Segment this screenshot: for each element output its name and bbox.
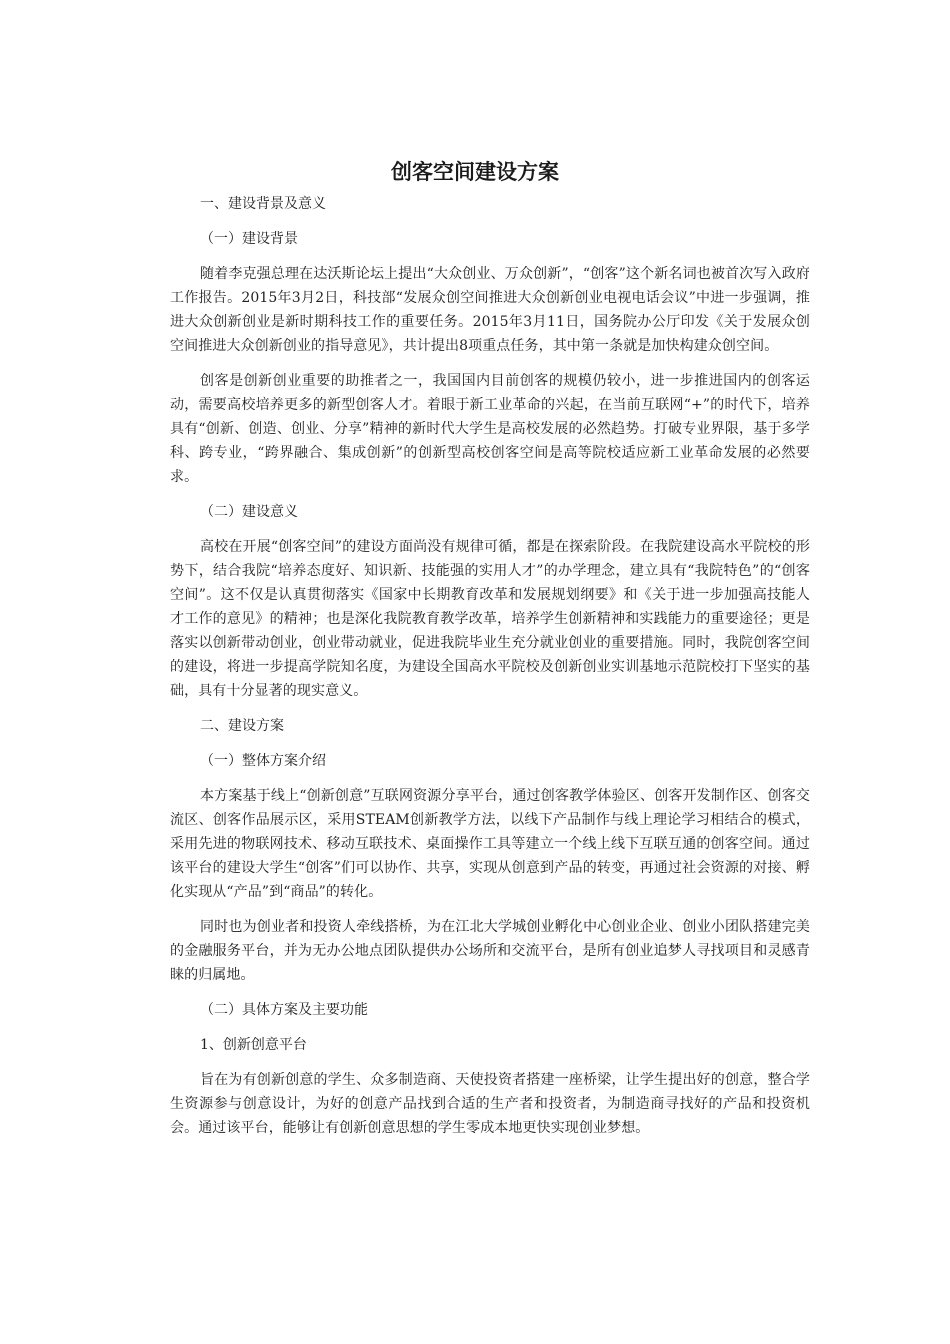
subsection-heading-background: （一）建设背景	[200, 231, 298, 247]
paragraph-overview-1: 本方案基于线上“创新创意”互联网资源分享平台，通过创客教学体验区、创客开发制作区、创客交流区、创客作品展示区，采用STEAM创新教学方法，以线下产品制作与线上理论学习相结合的模式，采用先进的物联网技术、移动互联技术、桌面操作工具等建立一个线上线下互联互通的创客空间。通过该平台的建设大学生“创客”们可以协作、共享，实现从创意到产品的转变，再通过社会资源的对接、孵化实现从“产品”到“商品”的转化。	[170, 788, 810, 900]
section-heading-2: 二、建设方案	[200, 718, 284, 734]
subsection-heading-significance: （二）建设意义	[200, 504, 298, 520]
paragraph-background-2: 创客是创新创业重要的助推者之一，我国国内目前创客的规模仍较小，进一步推进国内的创客运动，需要高校培养更多的新型创客人才。着眼于新工业革命的兴起，在当前互联网“+”的时代下，培养具有“创新、创造、创业、分享”精神的新时代大学生是高校发展的必然趋势。打破专业界限，基于多学科、跨专业，“跨界融合、集成创新”的创新型高校创客空间是高等院校适应新工业革命发展的必然要求。	[170, 373, 810, 485]
document-title: 创客空间建设方案	[391, 160, 559, 184]
subsection-heading-functions: （二）具体方案及主要功能	[200, 1002, 368, 1018]
subsection-heading-overview: （一）整体方案介绍	[200, 753, 326, 769]
item-heading-innovation-platform: 1、创新创意平台	[200, 1037, 307, 1053]
paragraph-significance: 高校在开展“创客空间”的建设方面尚没有规律可循，都是在探索阶段。在我院建设高水平院校的形势下，结合我院“培养态度好、知识新、技能强的实用人才”的办学理念，建立具有“我院特色”的“创客空间”。这不仅是认真贯彻落实《国家中长期教育改革和发展规划纲要》和《关于进一步加强高技能人才工作的意见》的精神；也是深化我院教育教学改革，培养学生创新精神和实践能力的重要途径；更是落实以创新带动创业，创业带动就业，促进我院毕业生充分就业创业的重要措施。同时，我院创客空间的建设，将进一步提高学院知名度，为建设全国高水平院校及创新创业实训基地示范院校打下坚实的基础，具有十分显著的现实意义。	[170, 539, 810, 699]
paragraph-background-1: 随着李克强总理在达沃斯论坛上提出“大众创业、万众创新”，“创客”这个新名词也被首次写入政府工作报告。2015年3月2日，科技部“发展众创空间推进大众创新创业电视电话会议”中进一步强调，推进大众创新创业是新时期科技工作的重要任务。2015年3月11日，国务院办公厅印发《关于发展众创空间推进大众创新创业的指导意见》，共计提出8项重点任务，其中第一条就是加快构建众创空间。	[170, 266, 810, 354]
paragraph-innovation-platform: 旨在为有创新创意的学生、众多制造商、天使投资者搭建一座桥梁，让学生提出好的创意，整合学生资源参与创意设计，为好的创意产品找到合适的生产者和投资者，为制造商寻找好的产品和投资机会。通过该平台，能够让有创新创意思想的学生零成本地更快实现创业梦想。	[170, 1072, 810, 1136]
document-body	[170, 192, 810, 1151]
section-heading-1: 一、建设背景及意义	[200, 196, 326, 212]
paragraph-overview-2: 同时也为创业者和投资人牵线搭桥，为在江北大学城创业孵化中心创业企业、创业小团队搭建完美的金融服务平台，并为无办公地点团队提供办公场所和交流平台，是所有创业追梦人寻找项目和灵感青睐的归属地。	[170, 919, 810, 983]
